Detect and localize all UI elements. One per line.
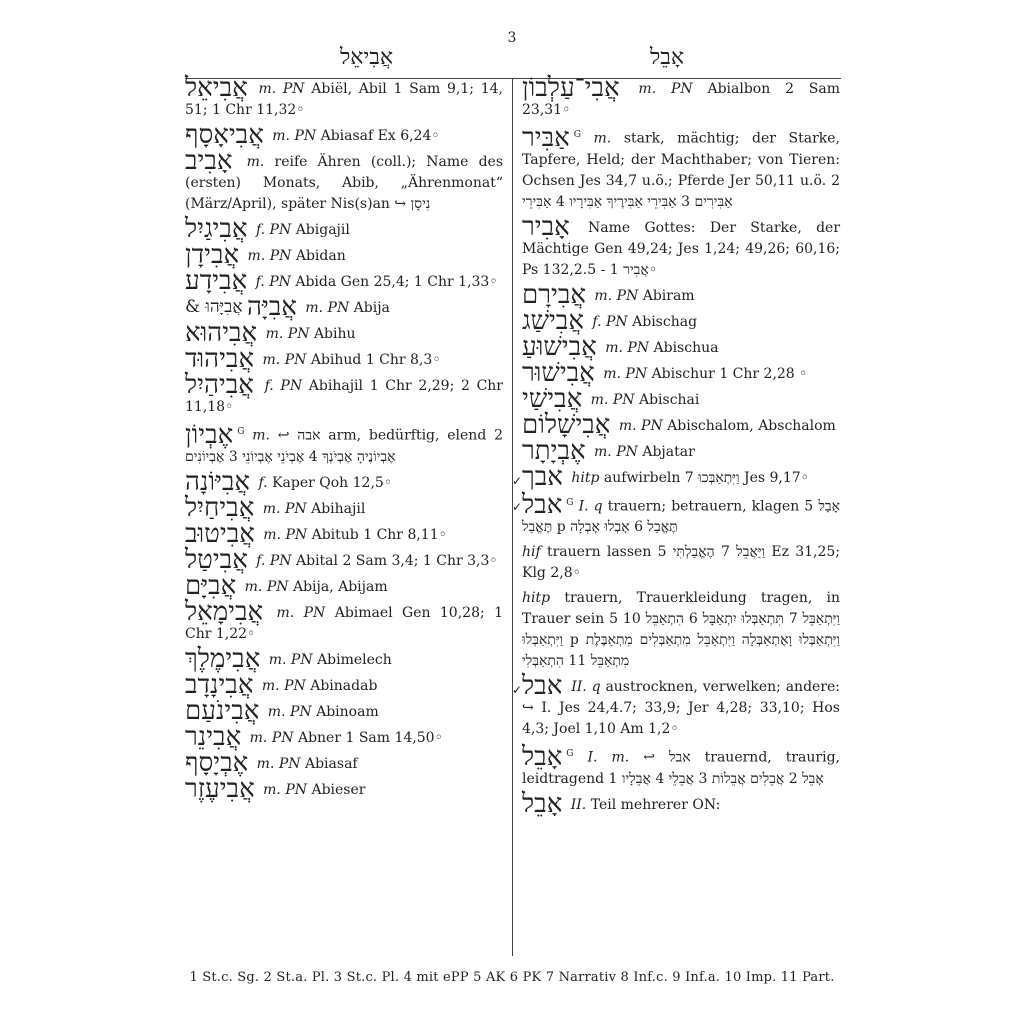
headword: אָבֵל <box>522 788 563 819</box>
grammar-label: m. PN <box>603 365 648 382</box>
headword: אֲבִינָדָב <box>185 669 254 700</box>
entry-definition: Abinoam <box>316 703 379 720</box>
entry-definition: Abihajil 1 Chr 2,29; 2 Chr 11,18◦ <box>185 378 504 415</box>
entry-definition: ↩ אבל trauernd, traurig, leidtragend 1 אָבֵל 2 אֲבֵלִים אֲבֵלוֹת 3 אֲבֵלֵי 4 אֲבֵלָיו <box>522 749 840 787</box>
grammar-label: m. PN <box>276 604 326 621</box>
entry-definition: Abischua <box>653 339 719 356</box>
entry-definition: Abner 1 Sam 14,50◦ <box>297 729 443 746</box>
entry-definition: Name Gottes: Der Starke, der Mächtige Gen 49,24; Jes 1,24; 49,26; 60,16; Ps 132,2.5 - 1 אֲבִיר◦ <box>522 219 841 278</box>
headword: אֲבִינֵר <box>185 721 242 752</box>
grammar-label: m. PN <box>267 703 312 720</box>
headword: אֲבִיָּה <box>246 292 297 322</box>
abbreviation-footer: 1 St.c. Sg. 2 St.a. Pl. 3 St.c. Pl. 4 mit ePP 5 AK 6 PK 7 Narrativ 8 Inf.c. 9 Inf.a. 10 Imp. 11 Part. <box>189 970 835 985</box>
entry-definition: Abiël, Abil 1 Sam 9,1; 14, 51; 1 Chr 11,32◦ <box>185 81 503 118</box>
headword: אֲבִיָּם <box>185 570 237 601</box>
grammar-label: m. PN <box>249 729 294 746</box>
grammar-label: f. PN <box>255 222 292 238</box>
grammar-label: f. PN <box>592 313 628 330</box>
grammar-label: m. PN <box>594 443 638 460</box>
entry-definition: Abiasaf <box>304 755 358 772</box>
entry-definition: Kaper Qoh 12,5◦ <box>272 474 393 491</box>
entry-definition: Abihajil <box>311 500 366 517</box>
grammar-label: hitp <box>522 590 551 607</box>
dictionary-entry <box>522 73 841 121</box>
headword: אָבִיר <box>522 211 570 242</box>
entry-definition: Abiram <box>642 287 695 304</box>
grammar-label: m. PN <box>272 128 317 144</box>
entry-definition: Abital 2 Sam 3,4; 1 Chr 3,3◦ <box>296 552 498 569</box>
entry-definition: stark, mächtig; der Starke, Tapfere, Held; der Machthaber; von Tieren: Ochsen Jes 34,7 u.ö.; Pferde Jer 50,11 u.ö. 2 אַבִּירִים 3 אַבִּירֵי אַבִּירֶיךָ אַבִּירָיו 4 אַבִּירֵי <box>522 130 841 210</box>
headword: אֲבִישׁוּעַ <box>522 331 597 362</box>
grammar-label: m. PN <box>590 391 635 408</box>
dictionary-entry <box>185 240 503 270</box>
dictionary-entry <box>185 292 503 322</box>
dictionary-entry <box>185 695 503 726</box>
entry-definition: Abialbon 2 Sam 23,31◦ <box>522 81 841 118</box>
dictionary-entry <box>185 419 503 468</box>
dictionary-entry <box>185 747 503 778</box>
grammar-label: m. PN <box>638 81 693 97</box>
dictionary-entry <box>185 518 503 549</box>
entry-definition: Abija <box>353 300 390 316</box>
grammar-superscript: G <box>566 497 574 508</box>
grammar-label: m. PN <box>305 300 350 316</box>
entry-definition: trauern lassen 5 וַיַּאֲבֵל 7 הֶאֱבַלְתִּי Ez 31,25; Klg 2,8◦ <box>522 544 840 582</box>
entry-definition: Abimael Gen 10,28; 1 Chr 1,22◦ <box>185 604 503 642</box>
headword: אֲבִישׁוּר <box>522 357 595 388</box>
dictionary-entry <box>185 721 503 752</box>
headword: אֲבִישַׁי <box>522 383 583 414</box>
checkmark-icon: ✓ <box>512 683 523 698</box>
dictionary-entry <box>522 305 840 336</box>
headword: אבל <box>522 671 563 702</box>
grammar-label: m. PN <box>258 81 305 97</box>
headword: אֲבִיחַיִל <box>185 492 255 523</box>
entry-definition: reife Ähren (coll.); Name des (ersten) Monats, Abib, „Ährenmonat“ (März/April), später Nis(s)an ↪ נִיסָן <box>185 154 503 212</box>
grammar-label: f. PN <box>255 274 291 290</box>
grammar-label: m. PN <box>247 248 292 264</box>
grammar-label: hif <box>522 544 541 561</box>
entry-definition: aufwirbeln 7 וַיִּתְאַבְּכוּ Jes 9,17◦ <box>603 469 809 486</box>
grammar-label: m. PN <box>263 526 308 543</box>
entry-definition: Abida Gen 25,4; 1 Chr 1,33◦ <box>295 274 498 290</box>
entry-definition: Abiasaf Ex 6,24◦ <box>320 128 440 144</box>
grammar-label: I. q <box>578 498 603 515</box>
dictionary-entry <box>185 643 503 674</box>
headword: אֲבִיהוּד <box>185 344 255 374</box>
dictionary-entry <box>522 357 840 388</box>
dictionary-entry <box>185 570 503 601</box>
headword: אֲבִיטוּב <box>185 518 255 549</box>
grammar-superscript: G <box>237 427 245 437</box>
checkmark-icon: ✓ <box>512 499 523 514</box>
entry-definition: Teil mehrerer ON: <box>590 796 721 813</box>
grammar-label: m. PN <box>262 500 307 517</box>
dictionary-entry <box>512 490 841 539</box>
running-head-right: אָבֵל <box>650 45 685 70</box>
headword: אֲבִיאָסָף <box>185 120 264 150</box>
entry-definition: Abinadab <box>310 677 378 694</box>
dictionary-entry <box>522 122 841 213</box>
grammar-label: m. PN <box>261 677 306 694</box>
grammar-label: m. <box>246 154 265 170</box>
entry-definition: Abidan <box>295 248 346 264</box>
entry-definition: Abischur 1 Chr 2,28 ◦ <box>651 365 808 382</box>
headword: אֲבִידָן <box>185 240 240 270</box>
dictionary-entry <box>522 588 840 672</box>
headword: אֲבִיהוּא <box>185 318 258 348</box>
headword: אָבֵל <box>522 741 563 772</box>
entry-definition: Abjatar <box>642 443 695 460</box>
entry-definition: Abihud 1 Chr 8,3◦ <box>310 352 441 368</box>
grammar-label: m. <box>593 130 612 147</box>
dictionary-entry <box>522 409 840 440</box>
dictionary-entry <box>522 211 841 281</box>
grammar-label: hitp <box>571 469 600 486</box>
dictionary-entry <box>522 741 840 790</box>
entry-definition: Abija, Abijam <box>292 578 388 595</box>
running-head-left: אֲבִיאֵל <box>340 45 394 70</box>
headword-variant: אֲבִיָּהוּ & <box>185 297 243 317</box>
headword: אֲבִירָם <box>522 279 586 310</box>
entry-definition: Abischalom, Abschalom <box>667 417 836 434</box>
grammar-superscript: G <box>573 130 581 140</box>
grammar-label: f. <box>258 474 268 491</box>
dictionary-entry <box>185 466 503 497</box>
entry-definition: austrocknen, verwelken; andere: ↪ I. Jes 24,4.7; 33,9; Jer 4,28; 33,10; Hos 4,3; Joel 1,10 Am 1,2◦ <box>522 679 841 738</box>
headword: אֶבְיָסָף <box>185 747 249 778</box>
grammar-label: m. <box>252 427 270 444</box>
grammar-label: II. q <box>571 679 601 696</box>
headword: אבל <box>522 490 563 521</box>
grammar-label: m. PN <box>244 578 289 595</box>
grammar-superscript: G <box>566 749 574 760</box>
dictionary-entry <box>185 370 504 418</box>
dictionary-entry <box>185 773 503 804</box>
grammar-label: m. PN <box>594 287 639 304</box>
dictionary-entry <box>185 318 503 348</box>
entry-definition: Abitub 1 Chr 8,11◦ <box>311 526 447 543</box>
grammar-label: I. m. <box>587 749 630 766</box>
entry-definition: Abihu <box>313 326 356 342</box>
headword: אָבִיב <box>185 146 233 176</box>
entry-definition: Abischag <box>632 313 698 330</box>
dictionary-entry <box>185 266 503 296</box>
headword: אֲבִיּוֹנָה <box>185 466 251 497</box>
headword: אֶבְיוֹן <box>185 419 234 450</box>
headword: אֲבִינֹעַם <box>185 695 260 726</box>
dictionary-entry <box>185 492 503 523</box>
headword: אֲבִיטַל <box>185 544 248 575</box>
dictionary-entry <box>185 544 503 575</box>
grammar-label: f. PN <box>256 552 292 569</box>
grammar-label: m. PN <box>605 339 650 356</box>
dictionary-entry <box>185 120 503 150</box>
headword: אֲבִיגַיִל <box>185 214 248 244</box>
dictionary-entry <box>512 671 841 740</box>
dictionary-entry <box>522 788 840 819</box>
dictionary-entry <box>522 542 840 584</box>
entry-definition: ↩ אבה arm, bedürftig, elend 2 אֶבְיוֹנֶיהָ אֶבְיֹנְךָ 4 אֶבְיֹנֵי אֶבְיוֹנֵי 3 אֶבְיוֹנִים <box>185 427 503 465</box>
headword: אֲבִימֶלֶךְ <box>185 643 261 674</box>
grammar-label: m. PN <box>263 781 307 798</box>
grammar-label: m. PN <box>268 651 313 668</box>
headword: אַבִּיר <box>522 122 570 153</box>
headword: אבך <box>522 461 563 492</box>
headword: אֲבִישָׁלוֹם <box>522 409 611 440</box>
dictionary-entry <box>522 383 840 414</box>
headword: אֲבִימָאֵל <box>185 596 264 627</box>
grammar-label: m. PN <box>262 352 307 368</box>
grammar-label: f. PN <box>264 378 303 394</box>
dictionary-entry <box>185 73 503 121</box>
dictionary-entry <box>185 596 503 645</box>
dictionary-entry <box>522 279 840 310</box>
dictionary-entry <box>185 214 503 244</box>
headword: אֲבִי־עַלְבוֹן <box>522 73 620 103</box>
headword: אֲבִיעֶזֶר <box>185 773 255 804</box>
page-number: 3 <box>507 30 517 46</box>
dictionary-entry <box>185 669 503 700</box>
grammar-label: m. PN <box>256 755 301 772</box>
entry-definition: Abimelech <box>317 651 392 668</box>
dictionary-entry <box>185 344 503 374</box>
grammar-label: m. PN <box>618 417 663 434</box>
right-column <box>512 73 841 819</box>
entry-definition: Abischai <box>638 391 700 408</box>
dictionary-entry <box>522 435 840 466</box>
entry-definition: trauern, Trauerkleidung tragen, in Trauer sein 5 וַיִּתְאַבֵּל 7 תִּתְאַבְּלוּ יִתְאַבָּל 6 הִתְאַבֵּל 10 וַיִּתְאַבְּלוּ p וַיִּתְאַבְּלוּ וָאֶתְאַבְּלָה וַיִּתְאַבֵּל מִתְאַבְּלִים מִתְאַבֶּלֶת מִתְאַבֵּל 11 הִתְאַבְּלִי <box>522 590 840 670</box>
entry-definition: trauern; betrauern, klagen 5 אָבַל תֶּאֱבַל p תֶּאֱבַל 6 אָבְלוּ אָבְלָה <box>522 498 841 536</box>
grammar-label: m. PN <box>265 326 310 342</box>
checkmark-icon: ✓ <box>512 473 523 488</box>
headword: אֲבִיאֵל <box>185 73 248 103</box>
left-column <box>185 73 504 804</box>
dictionary-entry <box>522 331 840 362</box>
entry-definition: Abieser <box>311 781 366 798</box>
headword: אֲבִיהַיִל <box>185 370 254 400</box>
headword: אֲבִישַׁג <box>522 305 584 336</box>
dictionary-entry <box>512 461 840 492</box>
dictionary-entry <box>185 146 503 215</box>
entry-definition: Abigajil <box>295 222 350 238</box>
grammar-label: II. <box>570 796 587 813</box>
headword: אֲבִידָע <box>185 266 248 296</box>
headword: אֶבְיָתָר <box>522 435 586 466</box>
